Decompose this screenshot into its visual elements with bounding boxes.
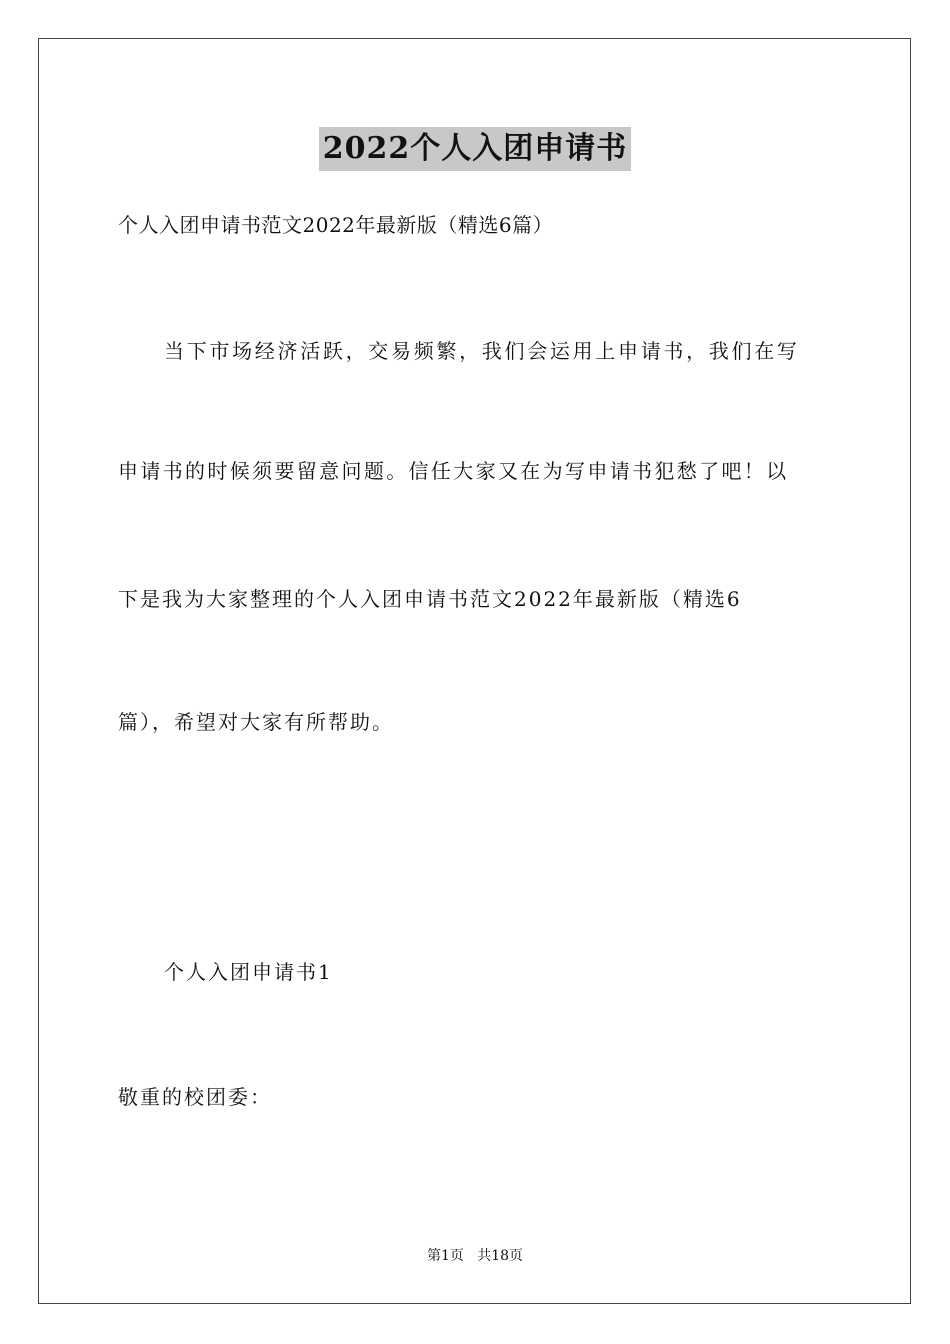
intro-paragraph-line-1: 当下市场经济活跃，交易频繁，我们会运用上申请书，我们在写 [164, 339, 800, 363]
document-title-text: 2022个人入团申请书 [319, 127, 632, 171]
section-heading: 个人入团申请书1 [164, 960, 333, 984]
page-number-footer: 第1页 共18页 [426, 1248, 524, 1264]
document-subtitle: 个人入团申请书范文2022年最新版（精选6篇） [118, 213, 554, 237]
document-title [0, 127, 950, 171]
salutation: 敬重的校团委： [118, 1085, 272, 1109]
intro-paragraph-line-3: 下是我为大家整理的个人入团申请书范文2022年最新版（精选6 [118, 587, 742, 611]
intro-paragraph-line-2: 申请书的时候须要留意问题。信任大家又在为写申请书犯愁了吧！以 [118, 459, 789, 483]
intro-paragraph-line-4: 篇），希望对大家有所帮助。 [118, 710, 394, 734]
